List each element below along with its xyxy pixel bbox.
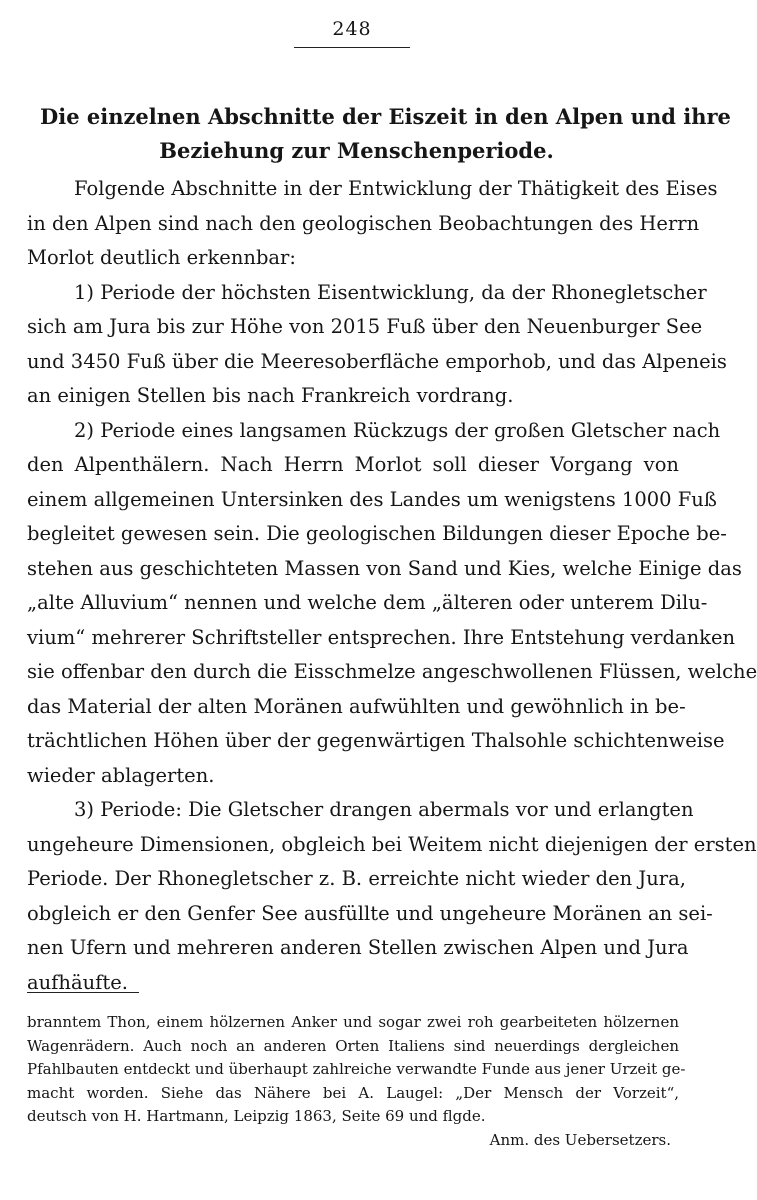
section-title-line-2: Beziehung zur Menschenperiode.	[159, 138, 554, 163]
text-line: nen Ufern und mehreren anderen Stellen zwischen Alpen und Jura	[27, 936, 689, 959]
footnote-line: macht worden. Siehe das Nähere bei A. Laugel: „Der Mensch der Vorzeit“,	[27, 1083, 679, 1102]
footnote-line: deutsch von H. Hartmann, Leipzig 1863, Seite 69 und flgde.	[27, 1107, 486, 1125]
text-line: Periode. Der Rhonegletscher z. B. erreichte nicht wieder den Jura,	[27, 867, 686, 890]
footnote-line: Pfahlbauten entdeckt und überhaupt zahlreiche verwandte Funde aus jener Urzeit ge-	[27, 1060, 686, 1078]
text-line: aufhäufte.	[27, 970, 128, 994]
text-line: das Material der alten Moränen aufwühlten und gewöhnlich in be-	[27, 694, 686, 718]
text-line: obgleich er den Genfer See ausfüllte und ungeheure Moränen an sei-	[27, 901, 713, 925]
footnote	[27, 1011, 686, 1152]
text-line: wieder ablagerten.	[27, 763, 215, 787]
text-line: 1) Periode der höchsten Eisentwicklung, da der Rhonegletscher	[74, 280, 707, 304]
text-line: trächtlichen Höhen über der gegenwärtigen Thalsohle schichtenweise	[27, 729, 725, 752]
text-line: ungeheure Dimensionen, obgleich bei Weitem nicht diejenigen der ersten	[27, 832, 757, 856]
footnote-rule	[27, 992, 139, 993]
text-line: vium“ mehrerer Schriftsteller entsprechen. Ihre Entstehung verdanken	[27, 625, 736, 649]
text-line: stehen aus geschichteten Massen von Sand und Kies, welche Einige das	[27, 556, 742, 580]
page-number: 248	[332, 18, 372, 40]
text-line: Folgende Abschnitte in der Entwicklung der Thätigkeit des Eises	[74, 177, 718, 200]
text-line: sie offenbar den durch die Eisschmelze angeschwollenen Flüssen, welche	[27, 660, 757, 683]
text-line: Morlot deutlich erkennbar:	[27, 246, 296, 269]
body-text	[27, 172, 757, 1000]
section-title-line-1: Die einzelnen Abschnitte der Eiszeit in den Alpen und ihre	[40, 104, 731, 129]
text-line: und 3450 Fuß über die Meeresoberfläche emporhob, und das Alpeneis	[27, 349, 727, 373]
text-line: begleitet gewesen sein. Die geologischen Bildungen dieser Epoche be-	[27, 522, 727, 545]
section-title	[40, 100, 731, 168]
text-line: „alte Alluvium“ nennen und welche dem „älteren oder unterem Dilu-	[27, 591, 708, 614]
text-line: sich am Jura bis zur Höhe von 2015 Fuß über den Neuenburger See	[27, 315, 703, 338]
text-line: 3) Periode: Die Gletscher drangen abermals vor und erlangten	[74, 798, 694, 821]
text-line: in den Alpen sind nach den geologischen Beobachtungen des Herrn	[27, 211, 700, 235]
footnote-line: branntem Thon, einem hölzernen Anker und sogar zwei roh gearbeiteten hölzernen	[27, 1013, 679, 1031]
footnote-signature: Anm. des Uebersetzers.	[489, 1130, 671, 1149]
text-line: 2) Periode eines langsamen Rückzugs der großen Gletscher nach	[74, 418, 721, 442]
footnote-line: Wagenrädern. Auch noch an anderen Orten Italiens sind neuerdings dergleichen	[27, 1036, 679, 1055]
text-line: einem allgemeinen Untersinken des Landes um wenigstens 1000 Fuß	[27, 487, 717, 511]
text-line: den Alpenthälern. Nach Herrn Morlot soll dieser Vorgang von	[27, 453, 679, 476]
text-line: an einigen Stellen bis nach Frankreich vordrang.	[27, 384, 514, 407]
page-number-rule	[294, 47, 410, 48]
